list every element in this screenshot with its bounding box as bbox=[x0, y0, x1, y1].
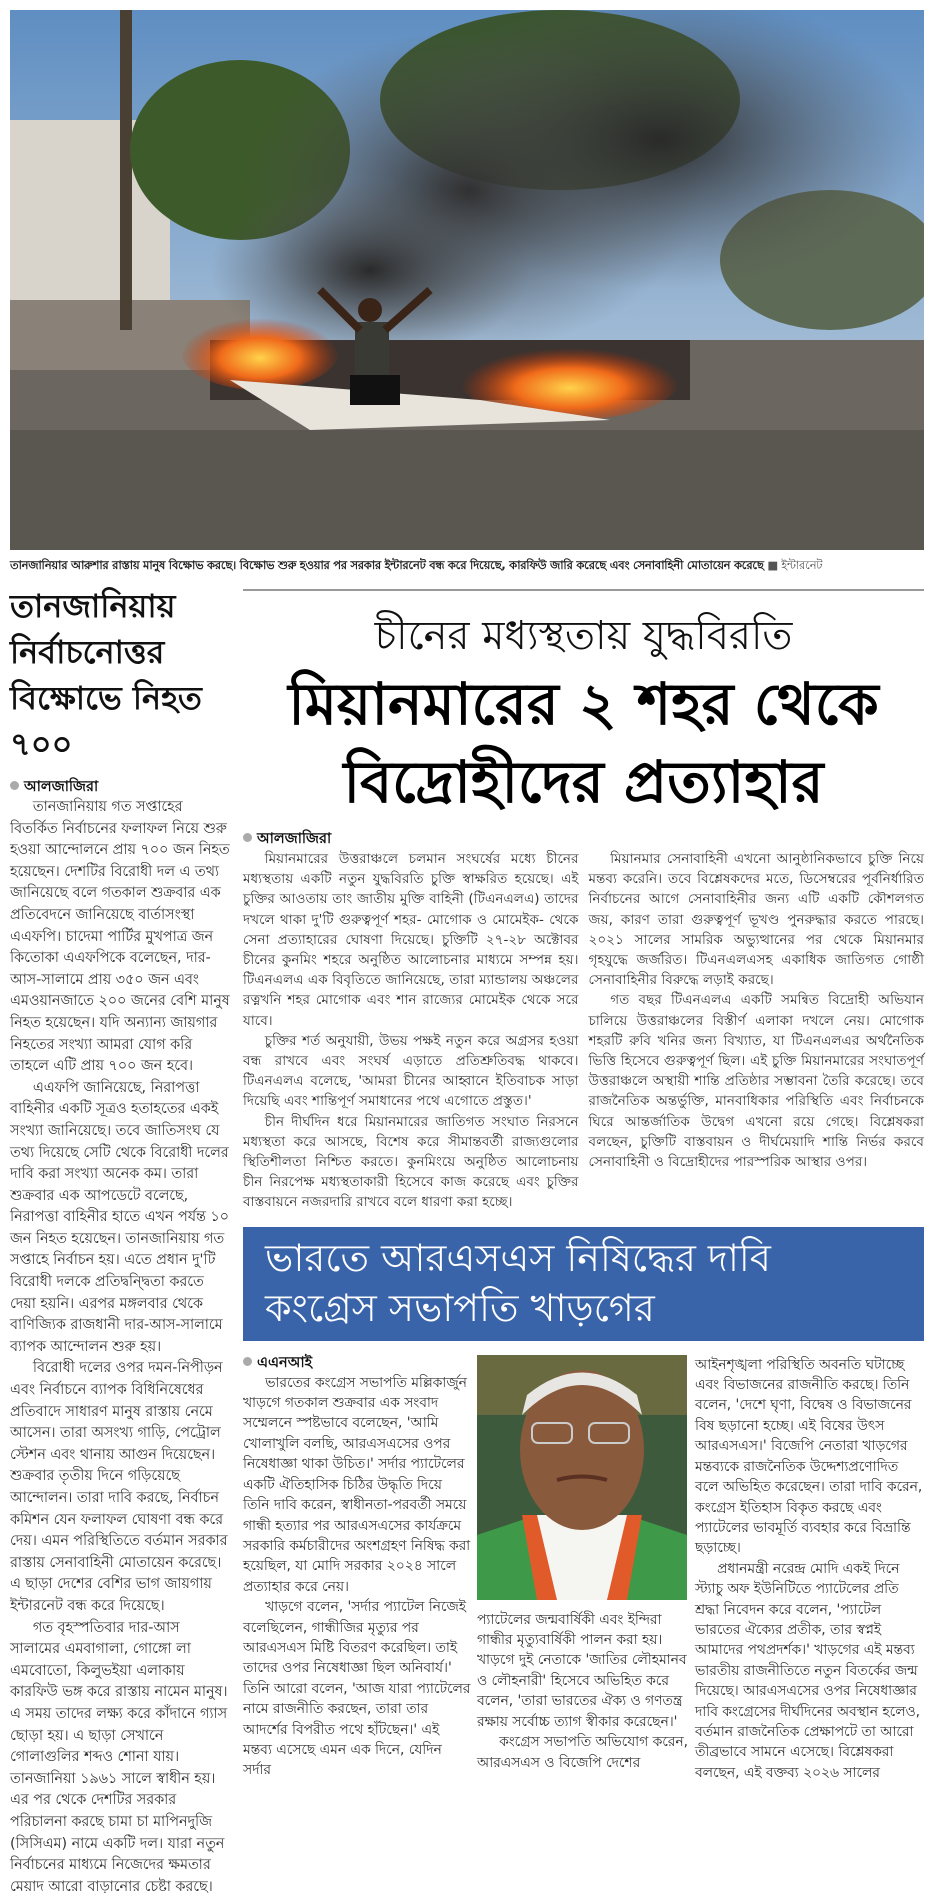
kharge-middle-column bbox=[477, 1373, 689, 1773]
myanmar-source bbox=[243, 829, 924, 849]
source-label: আলজাজিরা bbox=[257, 831, 332, 847]
protest-photo bbox=[10, 10, 924, 550]
headline-line: ভারতে আরএসএস নিষিদ্ধের দাবি bbox=[265, 1235, 771, 1280]
bullet-icon bbox=[10, 781, 19, 790]
caption-text: তানজানিয়ার আরুশার রাস্তায় মানুষ বিক্ষোভ করছে। বিক্ষোভ শুরু হওয়ার পর সরকার ইন্টারনেট বন্ধ করে দিয়েছে, কারফিউ জারি করেছে এবং সেনাবাহিনী মোতায়েন করেছে bbox=[10, 558, 764, 572]
paragraph: আইনশৃঙ্খলা পরিস্থিতি অবনতি ঘটাচ্ছে এবং বিভাজনের রাজনীতি করছে। তিনি বলেন, 'দেশে ঘৃণা, বিদ্বেষ ও বিভাজনের বিষ ছড়ানো হচ্ছে। এই বিষের উৎস আরএসএস।' বিজেপি নেতারা খাড়গের মন্তব্যকে রাজনৈতিক উদ্দেশ্যপ্রণোদিত বলে অভিহিত করেছেন। তারা দাবি করেন, কংগ্রেস ইতিহাস বিকৃত করছে এবং প্যাটেলের ভাবমূর্তি ব্যবহার করে বিভ্রান্তি ছড়াচ্ছে। bbox=[695, 1356, 923, 1557]
tanzania-source bbox=[10, 777, 232, 797]
paragraph: মিয়ানমারের উত্তরাঞ্চলে চলমান সংঘর্ষের মধ্যে চীনের মধ্যস্থতায় একটি নতুন যুদ্ধবিরতি চুক্তি স্বাক্ষরিত হয়েছে। এই চুক্তির আওতায় তাং জাতীয় মুক্তি বাহিনী (টিএনএলএ) তাদের দখলে থাকা দু'টি গুরুত্বপূর্ণ শহর- মোগোক ও মোমেইক- থেকে সেনা প্রত্যাহারের ঘোষণা দিয়েছে। চুক্তিটি ২৭-২৮ অক্টোবর চীনের কুনমিং শহরে অনুষ্ঠিত আলোচনার মাধ্যমে সম্পন্ন হয়। টিএনএলএ এক বিবৃতিতে জানিয়েছে, তারা ম্যান্ডালয় অঞ্চলের রত্নখনি শহর মোগোক এবং শান রাজ্যের মোমেইক থেকে সরে যাবে। bbox=[243, 851, 579, 1029]
kharge-article-col1 bbox=[243, 1373, 471, 1781]
paragraph: চুক্তির শর্ত অনুযায়ী, উভয় পক্ষই নতুন করে অগ্রসর হওয়া বন্ধ রাখবে এবং সংঘর্ষ এড়াতে প্রতিশ্রুতিবদ্ধ থাকবে। টিএনএলএ বলেছে, 'আমরা চীনের আহ্বানে ইতিবাচক সাড়া দিয়েছি এবং শান্তিপূর্ণ সমাধানের পথে এগোতে প্রস্তুত।' bbox=[243, 1032, 579, 1110]
headline-line: বিদ্রোহীদের প্রত্যাহার bbox=[343, 748, 824, 816]
kharge-portrait bbox=[477, 1355, 687, 1600]
paragraph: এএফপি জানিয়েছে, নিরাপত্তা বাহিনীর একটি সূত্রও হতাহতের একই সংখ্যা জানিয়েছে। তবে জাতিসংঘ যে তথ্য দিয়েছে সেটি থেকে বিরোধী দলের দাবি করা সংখ্যা অনেক কম। তারা শুক্রবার এক আপডেটে বলেছে, নিরাপত্তা বাহিনীর হাতে এখন পর্যন্ত ১০ জন নিহত হয়েছেন। তানজানিয়ায় গত সপ্তাহে নির্বাচন হয়। এতে প্রধান দু'টি বিরোধী দলকে প্রতিদ্বন্দ্বিতা করতে দেয়া হয়নি। এরপর মঙ্গলবার থেকে বাণিজ্যিক রাজধানী দার-আস-সালামে ব্যাপক আন্দোলন শুরু হয়। bbox=[10, 1079, 229, 1355]
headline-line: কংগ্রেস সভাপতি খাড়গের bbox=[265, 1285, 655, 1330]
myanmar-kicker: চীনের মধ্যস্থতায় যুদ্ধবিরতি bbox=[374, 613, 793, 659]
headline-line: মিয়ানমারের ২ শহর থেকে bbox=[288, 670, 879, 738]
kharge-article-col2 bbox=[477, 1610, 689, 1773]
paragraph: গত বৃহস্পতিবার দার-আস সালামের এমবাগালা, গোঙ্গো লা এমবোতো, কিলুভইয়া এলাকায় কারফিউ ভঙ্গ করে রাস্তায় নামেন মানুষ। এ সময় তাদের লক্ষ্য করে কাঁদানে গ্যাস ছোড়া হয়। এ ছাড়া সেখানে গোলাগুলির শব্দও শোনা যায়। তানজানিয়া ১৯৬১ সালে স্বাধীন হয়। এর পর থেকে দেশটির সরকার পরিচালনা করছে চামা চা মাপিনদুজি (সিসিএম) নামে একটি দল। যারা নতুন নির্বাচনের মাধ্যমে নিজেদের ক্ষমতার মেয়াদ আরো বাড়ানোর চেষ্টা করছে। bbox=[10, 1619, 228, 1895]
page-columns bbox=[10, 583, 924, 1898]
kharge-article-col3 bbox=[695, 1355, 924, 1784]
paragraph: চীন দীর্ঘদিন ধরে মিয়ানমারের জাতিগত সংঘাত নিরসনে মধ্যস্থতা করে আসছে, বিশেষ করে সীমান্তবর্তী রাজ্যগুলোর স্থিতিশীলতা নিশ্চিত করতে। কুনমিংয়ে অনুষ্ঠিত আলোচনায় চীন নিরপেক্ষ মধ্যস্থতাকারী হিসেবে কাজ করেছে এবং চুক্তির বাস্তবায়নে নজরদারি রাখবে বলে ধারণা করা হচ্ছে। bbox=[243, 1113, 579, 1211]
kharge-headline bbox=[243, 1227, 924, 1341]
paragraph: কংগ্রেস সভাপতি অভিযোগ করেন, আরএসএস ও বিজেপি দেশের bbox=[477, 1734, 688, 1771]
paragraph: ভারতের কংগ্রেস সভাপতি মল্লিকার্জুন খাড়গে গতকাল শুক্রবার এক সংবাদ সম্মেলনে স্পষ্টভাবে বলেছেন, 'আমি খোলাখুলি বলছি, আরএসএসের ওপর নিষেধাজ্ঞা থাকা উচিত।' সর্দার প্যাটেলের একটি ঐতিহাসিক চিঠির উদ্ধৃতি দিয়ে তিনি দাবি করেন, স্বাধীনতা-পরবর্তী সময়ে গান্ধী হত্যার পর আরএসএসের কার্যক্রমে সরকারি কর্মচারীদের অংশগ্রহণ নিষিদ্ধ করা হয়েছিল, যা মোদি সরকার ২০২৪ সালে প্রত্যাহার করে নেয়। bbox=[243, 1374, 471, 1595]
paragraph: তানজানিয়ায় গত সপ্তাহের বিতর্কিত নির্বাচনের ফলাফল নিয়ে শুরু হওয়া আন্দোলনে প্রায় ৭০০ জন নিহত হয়েছেন। দেশটির বিরোধী দল এ তথ্য জানিয়েছে বলে গতকাল শুক্রবার এক প্রতিবেদনে জানিয়েছে বার্তাসংস্থা এএফপি। চাদেমা পার্টির মুখপাত্র জন কিতোকা এএফপিকে বলেছেন, দার-আস-সালামে প্রায় ৩৫০ জন এবং এমওয়ানজাতে ২০০ জনের বেশি মানুষ নিহত হয়েছেন। যদি অন্যান্য জায়গার নিহতের সংখ্যা আমরা যোগ করি তাহলে এটি প্রায় ৭০০ জন হবে। bbox=[10, 799, 230, 1075]
source-label: আলজাজিরা bbox=[24, 779, 99, 795]
right-column bbox=[243, 583, 924, 1783]
paragraph: গত বছর টিএনএলএ একটি সমন্বিত বিদ্রোহী অভিযান চালিয়ে উত্তরাঞ্চলের বিস্তীর্ণ এলাকা দখলে নেয়। মোগোক শহরটি রুবি খনির জন্য বিখ্যাত, যা টিএনএলএর অর্থনৈতিক ভিত্তি হিসেবে গুরুত্বপূর্ণ ছিল। এই চুক্তি মিয়ানমারের সংঘাতপূর্ণ উত্তরাঞ্চলে অস্থায়ী শান্তি প্রতিষ্ঠার সম্ভাবনা তৈরি করেছে। তবে রাজনৈতিক অন্তর্ভুক্তি, মানবাধিকার পরিস্থিতি এবং নির্বাচনকে ঘিরে আন্তর্জাতিক উদ্বেগ এখনো রয়ে গেছে। বিশ্লেষকরা বলছেন, চুক্তিটি বাস্তবায়ন ও দীর্ঘমেয়াদি শান্তি নির্ভর করবে সেনাবাহিনী ও বিদ্রোহীদের পারস্পরিক আস্থার ওপর। bbox=[588, 992, 924, 1171]
source-label: এএনআই bbox=[257, 1354, 313, 1371]
photo-caption bbox=[10, 558, 924, 573]
left-column bbox=[10, 583, 232, 1898]
myanmar-headline bbox=[243, 665, 924, 821]
divider bbox=[243, 589, 924, 591]
bullet-icon bbox=[243, 1357, 252, 1366]
tanzania-headline: তানজানিয়ায় নির্বাচনোত্তর বিক্ষোভে নিহত ৭০০ bbox=[10, 587, 202, 763]
photo-credit: ■ ইন্টারনেট bbox=[767, 558, 823, 572]
bullet-icon bbox=[243, 833, 252, 842]
myanmar-article bbox=[243, 849, 924, 1213]
paragraph: প্রধানমন্ত্রী নরেন্দ্র মোদি একই দিনে স্ট্যাচু অফ ইউনিটিতে প্যাটেলের প্রতি শ্রদ্ধা নিবেদন করে বলেন, 'প্যাটেল ভারতের ঐক্যের প্রতীক, তার স্বপ্নই আমাদের পথপ্রদর্শক।' খাড়গের এই মন্তব্য ভারতীয় রাজনীতিতে নতুন বিতর্কের জন্ম দিয়েছে। আরএসএসের ওপর নিষেধাজ্ঞার দাবি কংগ্রেসের দীর্ঘদিনের অবস্থান হলেও, বর্তমান রাজনৈতিক প্রেক্ষাপটে তা আরো তীব্রভাবে সামনে এসেছে। বিশ্লেষকরা বলছেন, এই বক্তব্য ২০২৬ সালের bbox=[695, 1560, 921, 1781]
paragraph: বিরোধী দলের ওপর দমন-নিপীড়ন এবং নির্বাচনে ব্যাপক বিধিনিষেধের প্রতিবাদে সাধারণ মানুষ রাস্তায় নেমে আসেন। তারা অসংখ্য গাড়ি, পেট্রোল স্টেশন এবং থানায় আগুন দিয়েছেন। শুক্রবার তৃতীয় দিনে গড়িয়েছে আন্দোলন। তারা দাবি করছে, নির্বাচন কমিশন যেন ফলাফল ঘোষণা বন্ধ করে দেয়। এমন পরিস্থিতিতে বর্তমান সরকার রাস্তায় সেনাবাহিনী মোতায়েন করেছে। এ ছাড়া দেশের বেশির ভাগ জায়গায় ইন্টারনেট বন্ধ করে দিয়েছে। bbox=[10, 1360, 228, 1614]
tanzania-article bbox=[10, 777, 232, 1898]
paragraph: মিয়ানমার সেনাবাহিনী এখনো আনুষ্ঠানিকভাবে চুক্তি নিয়ে মন্তব্য করেনি। তবে বিশ্লেষকদের মতে, ডিসেম্বরের পূর্বনির্ধারিত নির্বাচনের আগে সেনাবাহিনীর জন্য এটি একটি কৌশলগত জয়, কারণ তারা গুরুত্বপূর্ণ ভূখণ্ড পুনরুদ্ধার করতে পারছে। ২০২১ সালের সামরিক অভ্যুত্থানের পর থেকে মিয়ানমার গৃহযুদ্ধে জর্জরিত। টিএনএলএসহ একাধিক জাতিগত গোষ্ঠী সেনাবাহিনীর বিরুদ্ধে লড়াই করছে। bbox=[588, 851, 924, 989]
paragraph: প্যাটেলের জন্মবার্ষিকী এবং ইন্দিরা গান্ধীর মৃত্যুবার্ষিকী পালন করা হয়। খাড়গে দুই নেতাকে 'জাতির লৌহমানব ও লৌহনারী' হিসেবে অভিহিত করে বলেন, 'তারা ভারতের ঐক্য ও গণতন্ত্র রক্ষায় সর্বোচ্চ ত্যাগ স্বীকার করেছেন।' bbox=[477, 1611, 687, 1730]
paragraph: খাড়গে বলেন, 'সর্দার প্যাটেল নিজেই বলেছিলেন, গান্ধীজির মৃত্যুর পর আরএসএস মিষ্টি বিতরণ করেছিল। তাই তাদের ওপর নিষেধাজ্ঞা ছিল অনিবার্য।' তিনি আরো বলেন, 'আজ যারা প্যাটেলের নামে রাজনীতি করছেন, তারা তার আদর্শের বিপরীত পথে হাঁটছেন।' এই মন্তব্য এসেছে এমন এক দিনে, যেদিন সর্দার bbox=[243, 1599, 471, 1779]
